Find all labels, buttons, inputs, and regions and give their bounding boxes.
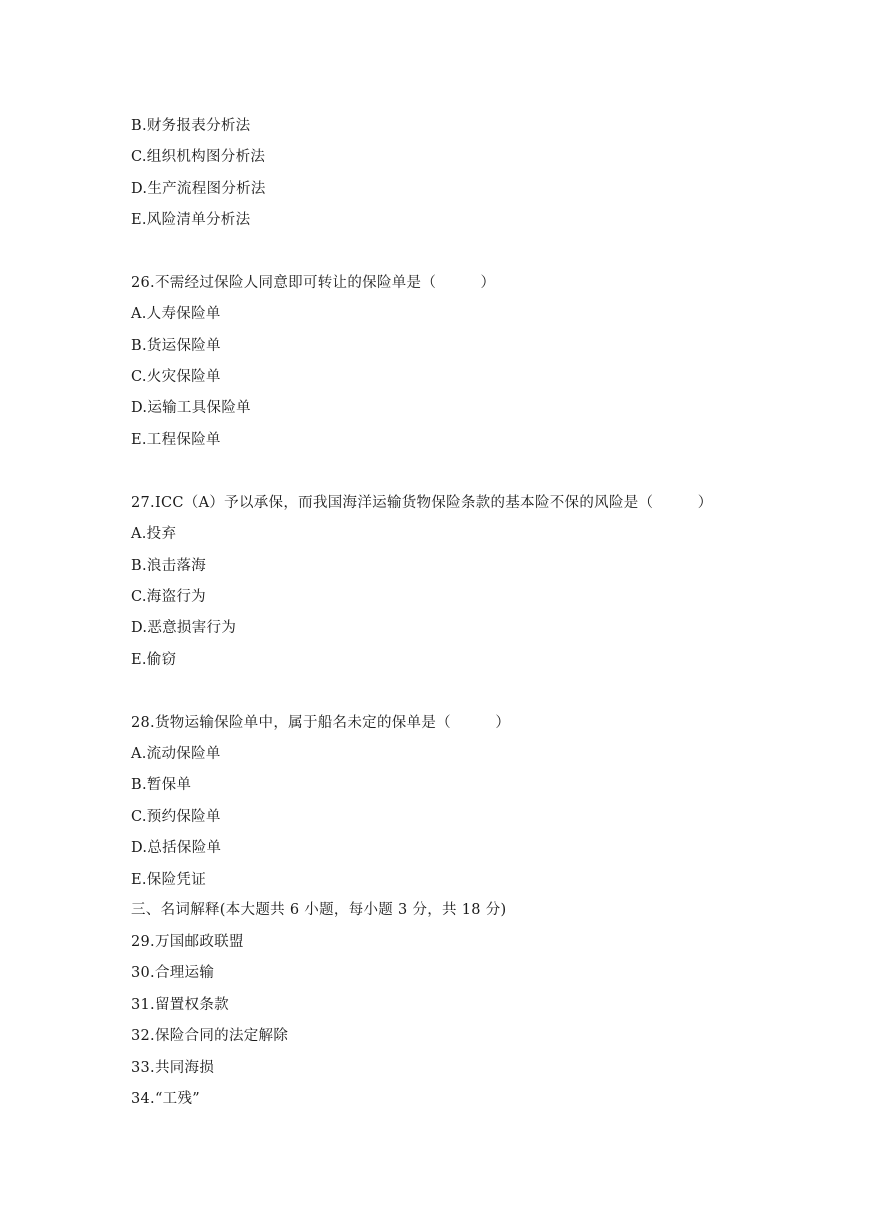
q28-option-b: B.暂保单 bbox=[131, 777, 192, 793]
q27-option-b: B.浪击落海 bbox=[131, 558, 207, 574]
q25-option-c: C.组织机构图分析法 bbox=[131, 149, 266, 165]
q26-option-d: D.运输工具保险单 bbox=[131, 400, 251, 416]
term-item: 29.万国邮政联盟 bbox=[131, 934, 244, 950]
q28-stem: 28.货物运输保险单中，属于船名未定的保单是（ ） bbox=[131, 715, 511, 731]
section3-heading: 三、名词解释(本大题共 6 小题，每小题 3 分，共 18 分) bbox=[131, 902, 507, 918]
q27-stem: 27.ICC（A）予以承保，而我国海洋运输货物保险条款的基本险不保的风险是（ ） bbox=[131, 495, 713, 511]
q27-option-a: A.投弃 bbox=[131, 526, 177, 542]
term-item: 30.合理运输 bbox=[131, 965, 215, 981]
q25-option-b: B.财务报表分析法 bbox=[131, 118, 251, 134]
q26-option-e: E.工程保险单 bbox=[131, 432, 221, 448]
q28-option-c: C.预约保险单 bbox=[131, 809, 221, 825]
q27-option-d: D.恶意损害行为 bbox=[131, 620, 237, 636]
q26-stem: 26.不需经过保险人同意即可转让的保险单是（ ） bbox=[131, 275, 496, 291]
q28-option-e: E.保险凭证 bbox=[131, 872, 206, 888]
q28-option-a: A.流动保险单 bbox=[131, 746, 221, 762]
q25-option-e: E.风险清单分析法 bbox=[131, 212, 251, 228]
term-item: 34.“工残” bbox=[131, 1091, 200, 1107]
q28-option-d: D.总括保险单 bbox=[131, 840, 222, 856]
q27-option-c: C.海盗行为 bbox=[131, 589, 206, 605]
q26-option-c: C.火灾保险单 bbox=[131, 369, 221, 385]
term-item: 32.保险合同的法定解除 bbox=[131, 1028, 289, 1044]
q26-option-b: B.货运保险单 bbox=[131, 338, 221, 354]
term-item: 31.留置权条款 bbox=[131, 997, 229, 1013]
q25-option-d: D.生产流程图分析法 bbox=[131, 181, 266, 197]
q27-option-e: E.偷窃 bbox=[131, 652, 177, 668]
term-item: 33.共同海损 bbox=[131, 1060, 215, 1076]
q26-option-a: A.人寿保险单 bbox=[131, 306, 221, 322]
